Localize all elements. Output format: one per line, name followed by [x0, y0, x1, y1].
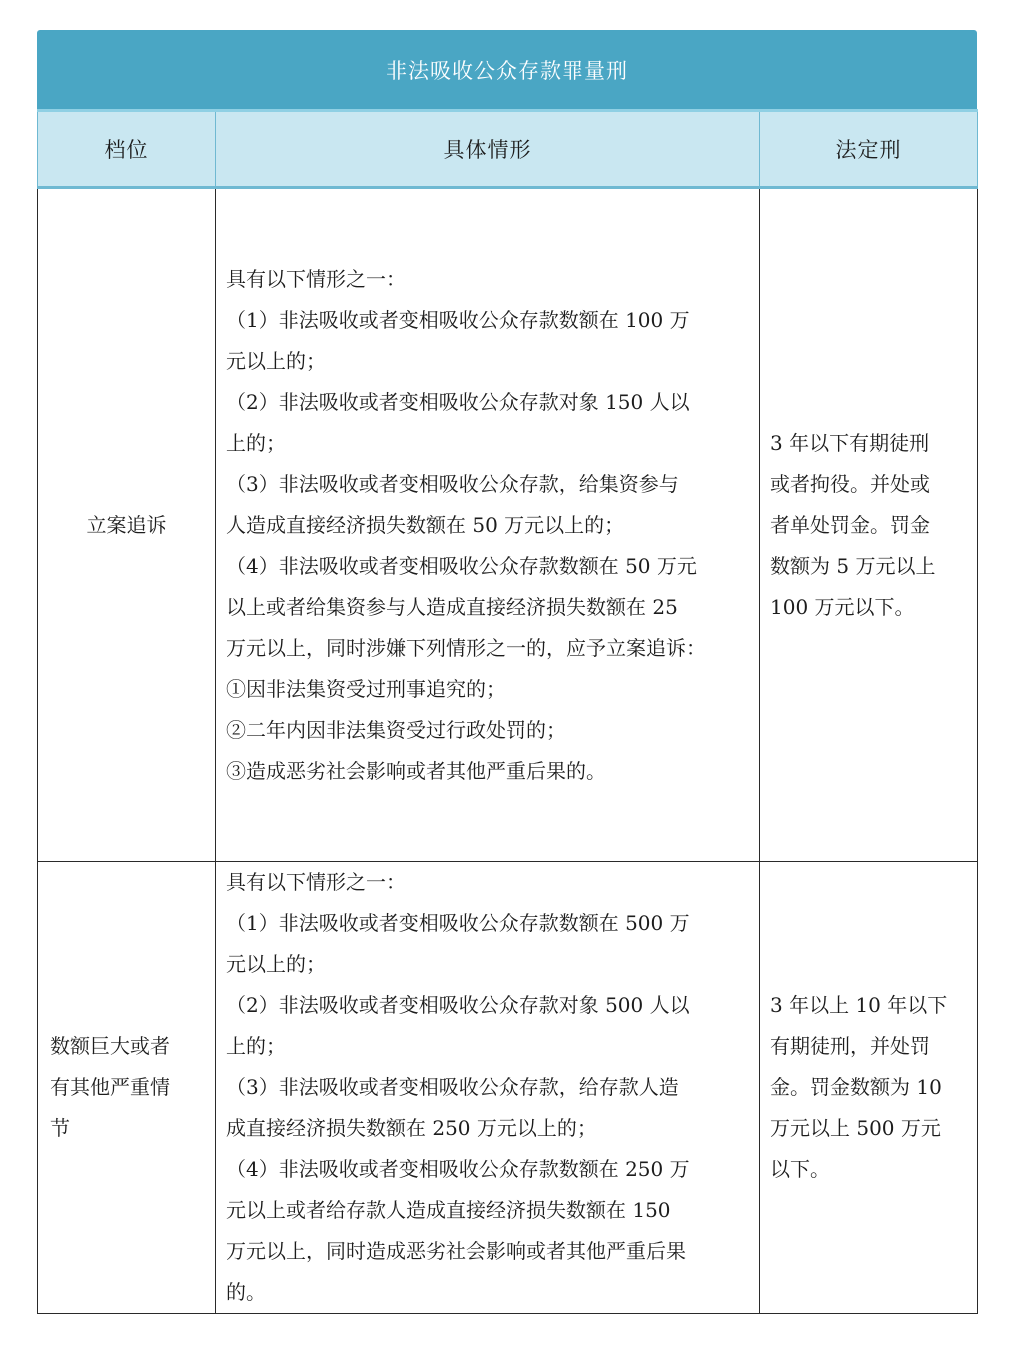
level-text: 节: [50, 1116, 70, 1140]
sentencing-table-panel: [37, 30, 977, 1314]
detail-line: 元以上的；: [226, 348, 326, 373]
detail-cell: [216, 862, 760, 1314]
detail-line: 元以上的；: [226, 952, 326, 976]
detail-line: 的。: [226, 1280, 266, 1304]
level-cell: [38, 188, 216, 862]
detail-line: 具有以下情形之一：: [226, 266, 406, 291]
level-text: 数额巨大或者: [50, 1034, 170, 1058]
detail-line: （3）非法吸收或者变相吸收公众存款，给集资参与: [226, 471, 679, 496]
header-level: 档位: [38, 111, 216, 188]
detail-line: 万元以上，同时涉嫌下列情形之一的，应予立案追诉：: [226, 635, 706, 660]
penalty-line: 数额为 5 万元以上: [770, 553, 936, 578]
level-text: 立案追诉: [86, 512, 167, 537]
detail-line: 上的；: [226, 1034, 286, 1058]
header-row: [38, 111, 978, 188]
detail-line: ②二年内因非法集资受过行政处罚的；: [226, 717, 566, 742]
level-text: 有其他严重情: [50, 1075, 170, 1099]
detail-line: （2）非法吸收或者变相吸收公众存款对象 500 人以: [226, 993, 690, 1017]
detail-line: （4）非法吸收或者变相吸收公众存款数额在 250 万: [226, 1157, 690, 1181]
detail-line: （1）非法吸收或者变相吸收公众存款数额在 500 万: [226, 911, 690, 935]
penalty-line: 万元以上 500 万元: [770, 1116, 941, 1140]
detail-line: ③造成恶劣社会影响或者其他严重后果的。: [226, 758, 606, 783]
detail-line: （2）非法吸收或者变相吸收公众存款对象 150 人以: [226, 389, 690, 414]
table-title: 非法吸收公众存款罪量刑: [37, 30, 977, 109]
level-cell: [38, 862, 216, 1314]
penalty-line: 者单处罚金。罚金: [770, 512, 930, 537]
penalty-line: 3 年以上 10 年以下: [770, 993, 948, 1017]
detail-line: 上的；: [226, 430, 286, 455]
detail-line: 人造成直接经济损失数额在 50 万元以上的；: [226, 512, 625, 537]
penalty-line: 100 万元以下。: [770, 594, 915, 619]
detail-line: （3）非法吸收或者变相吸收公众存款，给存款人造: [226, 1075, 679, 1099]
detail-line: 元以上或者给存款人造成直接经济损失数额在 150: [226, 1198, 671, 1222]
detail-line: ①因非法集资受过刑事追究的；: [226, 676, 506, 701]
penalty-line: 有期徒刑，并处罚: [770, 1034, 930, 1058]
table-row: [38, 188, 978, 862]
detail-cell: [216, 188, 760, 862]
sentencing-table: [37, 109, 978, 1314]
detail-line: （4）非法吸收或者变相吸收公众存款数额在 50 万元: [226, 553, 697, 578]
detail-line: （1）非法吸收或者变相吸收公众存款数额在 100 万: [226, 307, 690, 332]
detail-line: 万元以上，同时造成恶劣社会影响或者其他严重后果: [226, 1239, 686, 1263]
detail-line: 成直接经济损失数额在 250 万元以上的；: [226, 1116, 597, 1140]
header-details: 具体情形: [216, 111, 760, 188]
penalty-line: 金。罚金数额为 10: [770, 1075, 942, 1099]
header-penalty: 法定刑: [760, 111, 978, 188]
table-row: [38, 862, 978, 1314]
penalty-line: 3 年以下有期徒刑: [770, 430, 930, 455]
penalty-line: 或者拘役。并处或: [770, 471, 930, 496]
penalty-cell: [760, 862, 978, 1314]
detail-line: 以上或者给集资参与人造成直接经济损失数额在 25: [226, 594, 678, 619]
penalty-cell: [760, 188, 978, 862]
penalty-line: 以下。: [770, 1157, 830, 1181]
detail-line: 具有以下情形之一：: [226, 870, 406, 894]
